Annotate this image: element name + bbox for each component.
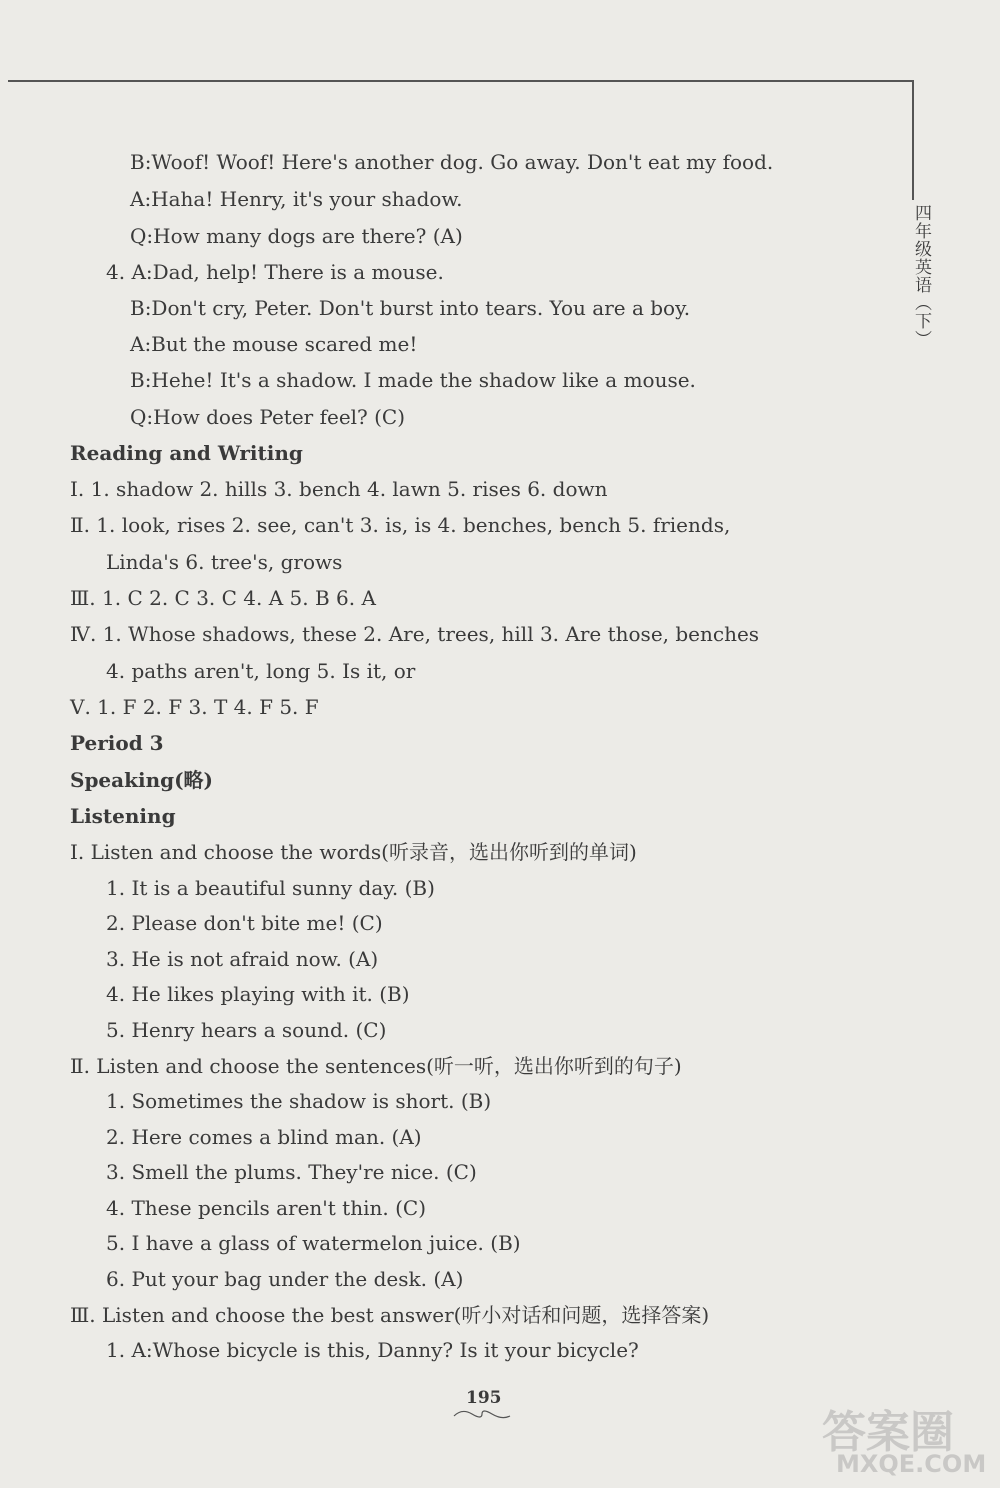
exercise-heading: Ⅰ. Listen and choose the words(听录音，选出你听到的单词) <box>70 840 637 864</box>
answer-line: 1. Sometimes the shadow is short. (B) <box>106 1089 492 1113</box>
answer-line: Ⅳ. 1. Whose shadows, these 2. Are, trees, hill 3. Are those, benches <box>70 622 760 646</box>
answer-line: 2. Please don't bite me! (C) <box>106 911 383 935</box>
answer-line: Ⅴ. 1. F 2. F 3. T 4. F 5. F <box>70 695 319 719</box>
dialogue-line: B:Don't cry, Peter. Don't burst into tears. You are a boy. <box>130 296 691 320</box>
answer-line: 4. He likes playing with it. (B) <box>106 982 410 1006</box>
question-line: Q:How does Peter feel? (C) <box>130 405 406 429</box>
answer-line: 1. It is a beautiful sunny day. (B) <box>106 876 435 900</box>
exercise-heading: Ⅱ. Listen and choose the sentences(听一听，选出你听到的句子) <box>70 1054 682 1078</box>
answer-line: Ⅰ. 1. shadow 2. hills 3. bench 4. lawn 5. rises 6. down <box>70 477 608 501</box>
section-heading: Speaking(略) <box>70 768 214 792</box>
dialogue-line: A:Haha! Henry, it's your shadow. <box>130 187 463 211</box>
answer-line: Ⅱ. 1. look, rises 2. see, can't 3. is, is 4. benches, bench 5. friends, <box>70 513 731 537</box>
answer-line: 6. Put your bag under the desk. (A) <box>106 1267 464 1291</box>
ornament-flourish-icon <box>452 1408 512 1420</box>
answer-line: 3. Smell the plums. They're nice. (C) <box>106 1160 477 1184</box>
question-line: Q:How many dogs are there? (A) <box>130 224 463 248</box>
answer-line: 4. paths aren't, long 5. Is it, or <box>106 659 416 683</box>
exercise-heading: Ⅲ. Listen and choose the best answer(听小对话和问题，选择答案) <box>70 1303 710 1327</box>
answer-line: 2. Here comes a blind man. (A) <box>106 1125 422 1149</box>
dialogue-line: B:Hehe! It's a shadow. I made the shadow like a mouse. <box>130 368 696 392</box>
answer-line: 4. These pencils aren't thin. (C) <box>106 1196 426 1220</box>
watermark-site: MXQE.COM <box>836 1450 987 1478</box>
section-heading: Period 3 <box>70 731 164 755</box>
dialogue-line: A:But the mouse scared me! <box>130 332 418 356</box>
section-heading: Reading and Writing <box>70 441 303 465</box>
dialogue-line: B:Woof! Woof! Here's another dog. Go away. Don't eat my food. <box>130 150 774 174</box>
answer-line: 5. I have a glass of watermelon juice. (B) <box>106 1231 521 1255</box>
dialogue-line: 1. A:Whose bicycle is this, Danny? Is it your bicycle? <box>106 1338 639 1362</box>
page-number: 195 <box>466 1388 502 1408</box>
answer-line: 3. He is not afraid now. (A) <box>106 947 379 971</box>
answer-line: Linda's 6. tree's, grows <box>106 550 343 574</box>
answer-line: 5. Henry hears a sound. (C) <box>106 1018 387 1042</box>
top-rule <box>8 80 914 82</box>
dialogue-line: 4. A:Dad, help! There is a mouse. <box>106 260 444 284</box>
answer-line: Ⅲ. 1. C 2. C 3. C 4. A 5. B 6. A <box>70 586 376 610</box>
section-heading: Listening <box>70 804 176 828</box>
side-title: 四年级英语（下） <box>904 200 934 352</box>
watermark <box>818 1396 994 1482</box>
watermark-main: 答案圈 <box>822 1407 954 1458</box>
